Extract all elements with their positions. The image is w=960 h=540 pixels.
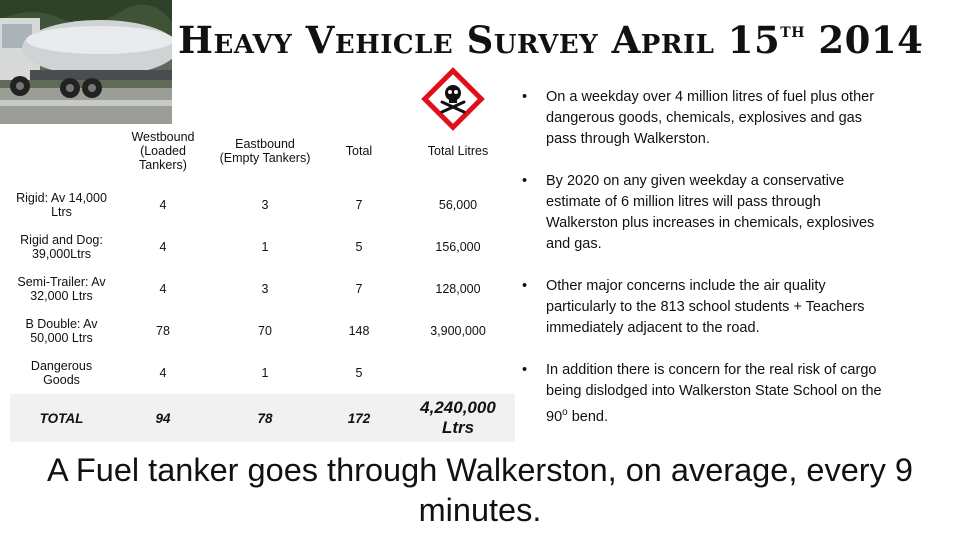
total-cell: 148 xyxy=(317,310,401,352)
survey-table xyxy=(10,118,515,442)
total-cell: 5 xyxy=(317,226,401,268)
header-cell-litres: Total Litres xyxy=(427,144,489,158)
eastbound-cell: 3 xyxy=(213,268,317,310)
table-row xyxy=(10,226,515,268)
row-label: B Double: Av 50,000 Ltrs xyxy=(10,310,113,352)
bullet-text-end: bend. xyxy=(567,408,609,425)
bullet-text: In addition there is concern for the real risk of cargo being dislodged into Walkerston State School on the 90 xyxy=(546,362,882,425)
row-label: Rigid and Dog: 39,000Ltrs xyxy=(10,226,113,268)
total-total-cell: 172 xyxy=(317,394,401,442)
total-cell: 7 xyxy=(317,268,401,310)
bullet-item: • On a weekday over 4 million litres of fuel plus other dangerous goods, chemicals, explosives and gas pass through Walkerston. xyxy=(522,87,894,150)
litres-cell: 128,000 xyxy=(401,268,515,310)
westbound-cell: 4 xyxy=(113,226,213,268)
westbound-cell: 4 xyxy=(113,184,213,226)
bullet-item xyxy=(522,360,894,428)
total-litres-cell: 4,240,000 Ltrs xyxy=(401,394,515,442)
bullet-item: • Other major concerns include the air quality particularly to the 813 school students + Teachers immediately adjacent to the road. xyxy=(522,276,894,339)
westbound-cell: 4 xyxy=(113,352,213,394)
header-cell-total: Total xyxy=(345,144,373,158)
header-cell-label xyxy=(10,118,113,184)
bullet-item: • By 2020 on any given weekday a conservative estimate of 6 million litres will pass through Walkerston plus increases in chemicals, explosives and gas. xyxy=(522,171,894,255)
table-row xyxy=(10,184,515,226)
total-cell: 5 xyxy=(317,352,401,394)
litres-cell xyxy=(401,352,515,394)
litres-cell: 156,000 xyxy=(401,226,515,268)
row-label: Dangerous Goods xyxy=(10,352,113,394)
total-westbound-cell: 94 xyxy=(113,394,213,442)
total-cell: 7 xyxy=(317,184,401,226)
total-eastbound-cell: 78 xyxy=(213,394,317,442)
fuel-tanker-photo xyxy=(0,0,172,124)
page-title xyxy=(178,18,948,68)
title-superscript: th xyxy=(780,18,805,42)
westbound-cell: 78 xyxy=(113,310,213,352)
table-row xyxy=(10,268,515,310)
litres-cell: 3,900,000 xyxy=(401,310,515,352)
eastbound-cell: 70 xyxy=(213,310,317,352)
table-header-row xyxy=(10,118,515,184)
eastbound-cell: 3 xyxy=(213,184,317,226)
degree-sign: o xyxy=(562,407,568,418)
title-main: Heavy Vehicle Survey April 15 xyxy=(178,18,781,62)
table-row xyxy=(10,352,515,394)
table-row xyxy=(10,310,515,352)
litres-cell: 56,000 xyxy=(401,184,515,226)
row-label: Rigid: Av 14,000 Ltrs xyxy=(10,184,113,226)
header-cell-westbound: Westbound (Loaded Tankers) xyxy=(131,130,195,172)
total-row-label: TOTAL xyxy=(10,394,113,442)
table-total-row xyxy=(10,394,515,442)
bullet-list xyxy=(522,87,894,449)
row-label: Semi-Trailer: Av 32,000 Ltrs xyxy=(10,268,113,310)
eastbound-cell: 1 xyxy=(213,352,317,394)
westbound-cell: 4 xyxy=(113,268,213,310)
tagline: A Fuel tanker goes through Walkerston, on average, every 9 minutes. xyxy=(47,452,913,528)
eastbound-cell: 1 xyxy=(213,226,317,268)
header-cell-eastbound: Eastbound (Empty Tankers) xyxy=(219,137,311,165)
title-year: 2014 xyxy=(818,18,924,62)
